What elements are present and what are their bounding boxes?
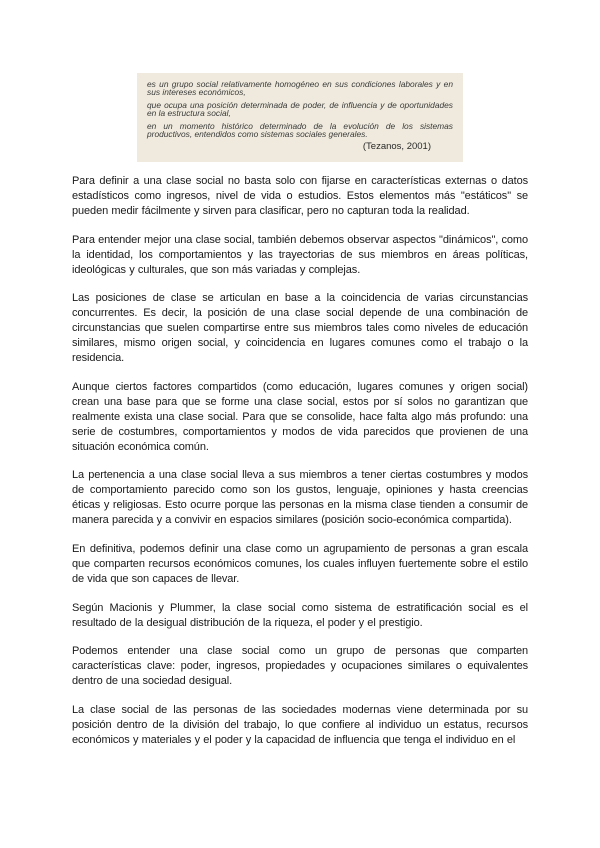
- paragraph-4: Aunque ciertos factores compartidos (como educación, lugares comunes y origen social) crean una base para que se forme una clase social, estos por sí solos no garantizan que realmente exista una clase social. Para que se consolide, hace falta algo más profundo: una serie de costumbres, comportamientos y modos de vida parecidos que provienen de una situación económica común.: [72, 380, 528, 453]
- paragraph-5: La pertenencia a una clase social lleva a sus miembros a tener ciertas costumbres y modos de comportamiento parecido como son los gustos, lenguaje, opiniones y hasta creencias éticas y religiosas. Esto ocurre porque las personas en la misma clase tienden a consumir de manera parecida y a convivir en espacios similares (posición socio-económica compartida).: [72, 469, 528, 527]
- quote-line-1: es un grupo social relativamente homogéneo en sus condiciones laborales y en sus intereses económicos,: [147, 79, 453, 98]
- paragraph-2: Para entender mejor una clase social, también debemos observar aspectos "dinámicos", como la identidad, los comportamientos y las trayectorias de sus miembros en áreas políticas, ideológicas y culturales, que son más variadas y complejas.: [72, 233, 528, 276]
- paragraph-7: Según Macionis y Plummer, la clase social como sistema de estratificación social es el resultado de la desigual distribución de la riqueza, el poder y el prestigio.: [72, 601, 528, 629]
- paragraph-3: Las posiciones de clase se articulan en base a la coincidencia de varias circunstancias concurrentes. Es decir, la posición de una clase social depende de una combinación de circunstancias que suelen compartirse entre sus miembros tales como niveles de educación similares, mismo origen social, y coincidencia en lugares comunes como el trabajo o la residencia.: [72, 292, 528, 365]
- paragraph-8: Podemos entender una clase social como un grupo de personas que comparten características clave: poder, ingresos, propiedades y ocupaciones similares o equivalentes dentro de una sociedad desigual.: [72, 645, 528, 688]
- body-text: [72, 174, 528, 748]
- quote-line-3: en un momento histórico determinado de la evolución de los sistemas productivos, entendidos como sistemas sociales generales.: [147, 120, 453, 140]
- paragraph-9: La clase social de las personas de las sociedades modernas viene determinada por su posición dentro de la división del trabajo, lo que confiere al individuo un estatus, recursos económicos y materiales y el poder y la capacidad de influencia que tenga el individuo en el: [72, 703, 528, 746]
- paragraph-6: En definitiva, podemos definir una clase como un agrupamiento de personas a gran escala que comparten recursos económicos comunes, los cuales influyen fuertemente sobre el estilo de vida que son capaces de llevar.: [72, 542, 528, 585]
- quote-line-2: que ocupa una posición determinada de poder, de influencia y de oportunidades en la estructura social,: [147, 99, 453, 119]
- paragraph-1: Para definir a una clase social no basta solo con fijarse en características externas o datos estadísticos como ingresos, nivel de vida o estudios. Estos elementos más "estáticos" se pueden medir fácilmente y sirven para clasificar, pero no capturan toda la realidad.: [72, 175, 528, 217]
- definition-quote-box: [137, 73, 463, 162]
- quote-citation: (Tezanos, 2001): [362, 141, 431, 153]
